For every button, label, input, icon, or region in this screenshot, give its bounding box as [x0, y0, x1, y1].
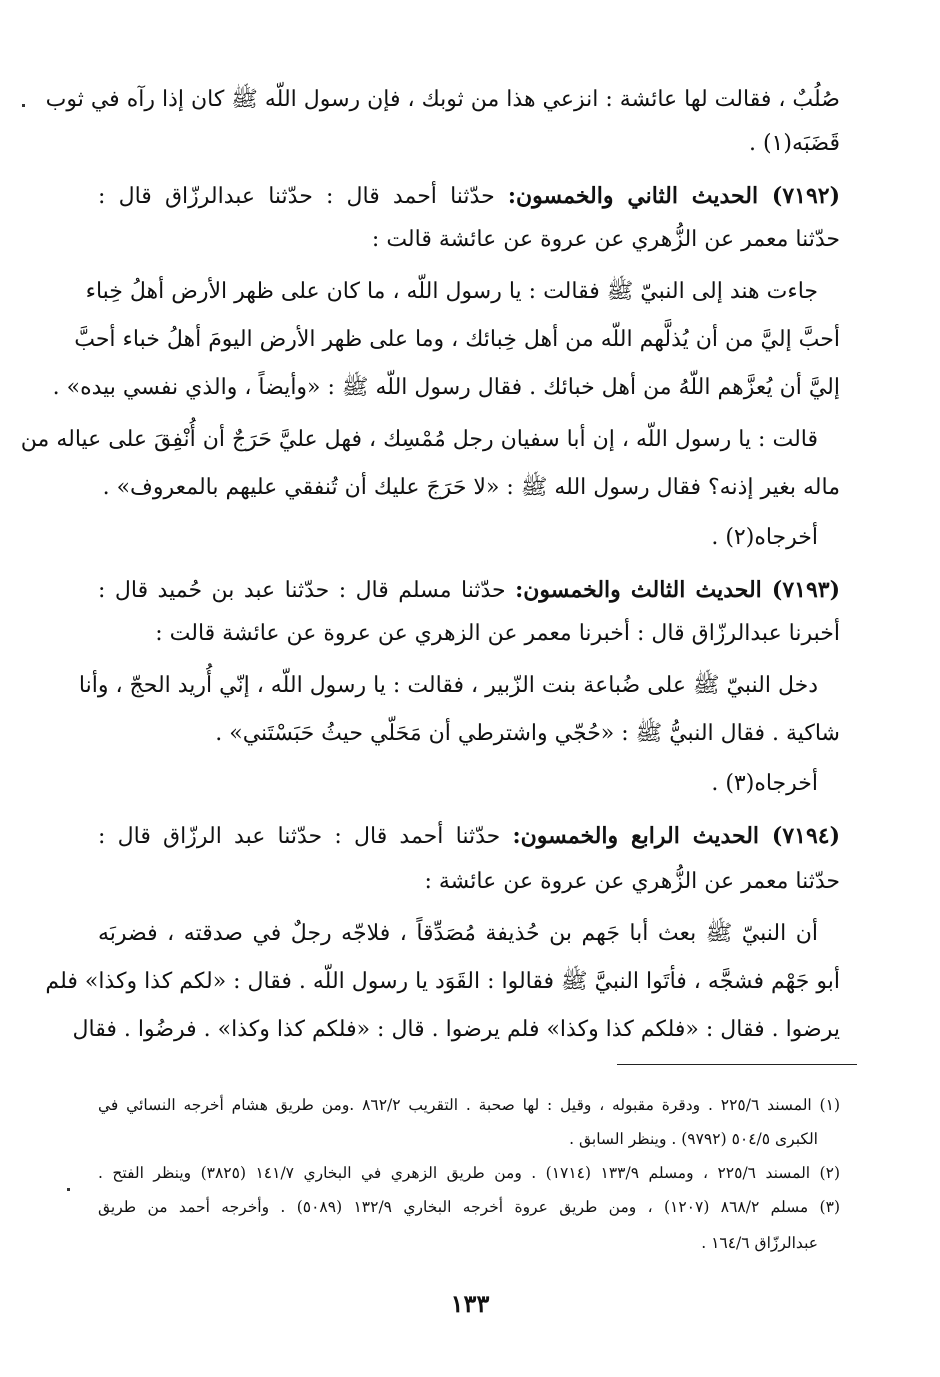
text-line: حدّثنا معمر عن الزُّهري عن عروة عن عائشة قالت :: [371, 227, 840, 252]
text-line: قالت : يا رسول اللّه ، إن أبا سفيان رجل مُمْسِك ، فهل عليَّ حَرَجٌ أن أُنْفِقَ على عياله من: [20, 427, 818, 452]
footnote-line: عبدالرزّاق ١٦٤/٦ .: [701, 1234, 818, 1252]
text-line: إليَّ أن يُعزَّهم اللّهُ من أهل خبائك . فقال رسول اللّه ﷺ : «وأيضاً ، والذي نفسي بيده» .: [52, 375, 840, 400]
text-line: حدّثنا معمر عن الزُّهري عن عروة عن عائشة :: [424, 869, 840, 894]
text-line: شاكية . فقال النبيُّ ﷺ : «حُجّي واشترطي أن مَحَلّي حيثُ حَبَسْتَني» .: [215, 721, 840, 746]
text-line: جاءت هند إلى النبيّ ﷺ فقالت : يا رسول اللّه ، ما كان على ظهر الأرض أهلُ خِباء: [85, 279, 818, 304]
page-number: ١٣٣: [450, 1289, 490, 1318]
margin-speck: [22, 104, 25, 107]
text-line: ماله بغير إذنه؟ فقال رسول الله ﷺ : «لا حَرَجَ عليك أن تُنفقي عليهم بالمعروف» .: [102, 475, 840, 500]
text-line: أن النبيّ ﷺ بعث أبا جَهم بن حُذيفة مُصَدِّقاً ، فلاجّه رجلٌ في صدقته ، فضربَه: [98, 921, 818, 946]
text-line: يرضوا . فقال : «فلكم كذا وكذا» فلم يرضوا . قال : «فلكم كذا وكذا» . فرضُوا . فقال: [72, 1017, 840, 1042]
hadith-isnad: حدّثنا أحمد قال : حدّثنا عبد الرزّاق قال :: [98, 824, 513, 849]
text-line: أخرجاه(٢) .: [711, 525, 818, 550]
text-line: صُلُبٌ ، فقالت لها عائشة : انزعي هذا من ثوبك ، فإن رسول اللّه ﷺ كان إذا رآه في ثوب: [45, 87, 840, 112]
text-line: أحبَّ إليَّ من أن يُذلَّهم اللّه من أهل خِبائك ، وما على ظهر الأرض اليومَ أهلُ خباء أحبَّ: [74, 327, 840, 352]
text-line: [98, 816, 840, 856]
footnote-line: الكبرى ٥٠٤/٥ (٩٧٩٢) . وينظر السابق .: [569, 1130, 818, 1148]
hadith-heading: (٧١٩٤) الحديث الرابع والخمسون:: [512, 823, 841, 849]
hadith-isnad: حدّثنا مسلم قال : حدّثنا عبد بن حُميد قال :: [98, 578, 516, 603]
text-line: قَضَبَه(١) .: [748, 131, 840, 156]
text-line: [98, 570, 840, 610]
footnote-line: (٢) المسند ٢٢٥/٦ ، ومسلم ١٣٣/٩ (١٧١٤) . ومن طريق الزهري في البخاري ١٤١/٧ (٣٨٢٥) وينظر الفتح .: [98, 1164, 840, 1182]
margin-speck: [67, 1188, 70, 1191]
text-line: أخرجاه(٣) .: [711, 771, 818, 796]
text-line: دخل النبيّ ﷺ على ضُباعة بنت الزّبير ، فقالت : يا رسول اللّه ، إنّي أُريد الحجّ ، وأنا: [78, 673, 818, 698]
footnote-line: (٣) مسلم ٨٦٨/٢ (١٢٠٧) ، ومن طريق عروة أخرجه البخاري ١٣٢/٩ (٥٠٨٩) . وأخرجه أحمد من طريق: [98, 1198, 840, 1216]
text-line: [98, 176, 840, 216]
text-line: أبو جَهْم فشجَّه ، فأتَوا النبيَّ ﷺ فقالوا : القَوَد يا رسول اللّه . فقال : «لكم كذا وكذا» فلم: [45, 969, 840, 994]
footnote-line: (١) المسند ٢٢٥/٦ . ودقرة مقبوله ، وقيل : لها صحبة . التقريب ٨٦٢/٢ .ومن طريق هشام أخرجه النسائي في: [98, 1096, 840, 1114]
text-line: أخبرنا عبدالرزّاق قال : أخبرنا معمر عن الزهري عن عروة عن عائشة قالت :: [155, 621, 840, 646]
hadith-heading: (٧١٩٢) الحديث الثاني والخمسون:: [507, 183, 840, 209]
footnote-separator: [617, 1064, 857, 1065]
hadith-heading: (٧١٩٣) الحديث الثالث والخمسون:: [515, 577, 840, 603]
hadith-isnad: حدّثنا أحمد قال : حدّثنا عبدالرزّاق قال :: [98, 184, 508, 209]
